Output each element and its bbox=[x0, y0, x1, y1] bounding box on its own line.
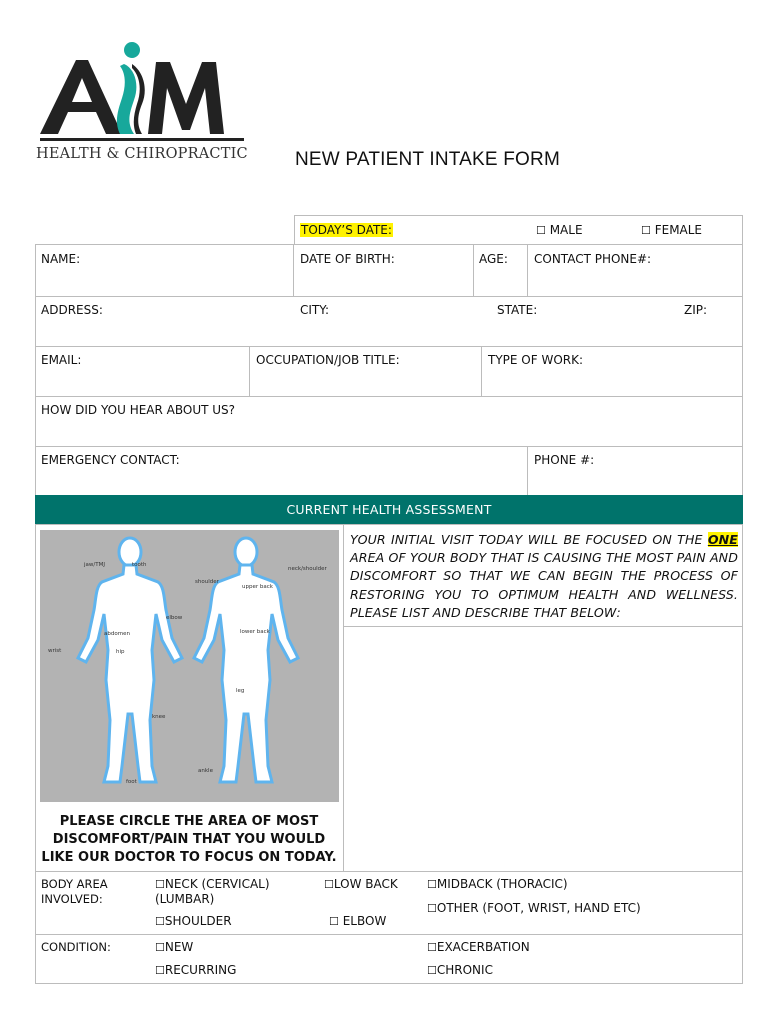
label-neck-shoulder: neck/shoulder bbox=[288, 566, 327, 572]
recurring-option[interactable]: ☐RECURRING bbox=[155, 963, 237, 977]
aim-logo-graphic bbox=[36, 38, 248, 148]
assessment-heading: CURRENT HEALTH ASSESSMENT bbox=[35, 495, 743, 524]
label-abdomen: abdomen bbox=[104, 631, 130, 637]
zip-label: ZIP: bbox=[684, 303, 708, 317]
condition-label: CONDITION: bbox=[41, 940, 111, 954]
body-diagram-graphic bbox=[40, 530, 339, 802]
address-label: ADDRESS: bbox=[41, 303, 103, 317]
elbow-option[interactable]: ☐ ELBOW bbox=[329, 914, 387, 928]
contact-phone-label: CONTACT PHONE#: bbox=[534, 252, 652, 266]
age-label: AGE: bbox=[479, 252, 508, 266]
address-field[interactable] bbox=[35, 296, 743, 347]
condition-row bbox=[35, 934, 743, 984]
neck-checkbox-icon: ☐ bbox=[155, 878, 165, 891]
label-jaw: jaw/TMJ bbox=[84, 562, 105, 568]
date-field[interactable] bbox=[294, 215, 295, 245]
label-ankle: ankle bbox=[198, 768, 213, 774]
label-elbow: elbow bbox=[166, 615, 183, 621]
form-title: NEW PATIENT INTAKE FORM bbox=[295, 149, 560, 170]
label-foot: foot bbox=[126, 779, 137, 785]
label-wrist: wrist bbox=[48, 648, 62, 654]
lumbar-text: (LUMBAR) bbox=[155, 892, 215, 906]
shoulder-checkbox-icon: ☐ bbox=[155, 915, 165, 928]
female-option[interactable] bbox=[641, 223, 702, 237]
male-option[interactable] bbox=[536, 223, 583, 237]
low-back-option[interactable]: ☐LOW BACK bbox=[324, 877, 398, 891]
label-lower-back: lower back bbox=[240, 629, 270, 635]
work-type-label: TYPE OF WORK: bbox=[488, 353, 584, 367]
body-chart-image[interactable] bbox=[40, 530, 339, 802]
pain-description-field[interactable] bbox=[343, 626, 743, 872]
emergency-phone-label: PHONE #: bbox=[534, 453, 595, 467]
logo-subtitle: HEALTH & CHIROPRACTIC bbox=[36, 146, 248, 162]
circle-instruction: PLEASE CIRCLE THE AREA OF MOST DISCOMFORT/PAIN THAT YOU WOULD LIKE OUR DOCTOR TO FOCUS ON TODAY. bbox=[41, 814, 337, 865]
male-label: MALE bbox=[549, 223, 583, 237]
email-label: EMAIL: bbox=[41, 353, 82, 367]
shoulder-option[interactable]: ☐SHOULDER bbox=[155, 914, 232, 928]
chronic-option[interactable]: ☐CHRONIC bbox=[427, 963, 493, 977]
label-shoulder: shoulder bbox=[195, 579, 219, 585]
male-checkbox-icon[interactable]: ☐ bbox=[536, 224, 546, 237]
neck-option[interactable]: ☐NECK (CERVICAL) bbox=[155, 877, 270, 891]
new-option[interactable]: ☐NEW bbox=[155, 940, 194, 954]
clinic-logo bbox=[36, 38, 248, 168]
emergency-contact-label: EMERGENCY CONTACT: bbox=[41, 453, 180, 467]
exacerbation-option[interactable]: ☐EXACERBATION bbox=[427, 940, 530, 954]
state-label: STATE: bbox=[497, 303, 538, 317]
new-checkbox-icon: ☐ bbox=[155, 941, 165, 954]
recurring-checkbox-icon: ☐ bbox=[155, 964, 165, 977]
low-back-checkbox-icon: ☐ bbox=[324, 878, 334, 891]
label-leg: leg bbox=[236, 688, 245, 694]
dob-label: DATE OF BIRTH: bbox=[300, 252, 395, 266]
label-tooth: tooth bbox=[132, 562, 147, 568]
name-label: NAME: bbox=[41, 252, 81, 266]
elbow-checkbox-icon: ☐ bbox=[329, 915, 339, 928]
other-checkbox-icon: ☐ bbox=[427, 902, 437, 915]
city-label: CITY: bbox=[300, 303, 330, 317]
todays-date-label: TODAY’S DATE: bbox=[301, 223, 392, 237]
referral-label: HOW DID YOU HEAR ABOUT US? bbox=[41, 403, 236, 417]
other-option[interactable]: ☐OTHER (FOOT, WRIST, HAND ETC) bbox=[427, 901, 641, 915]
exacerbation-checkbox-icon: ☐ bbox=[427, 941, 437, 954]
occupation-label: OCCUPATION/JOB TITLE: bbox=[256, 353, 400, 367]
chronic-checkbox-icon: ☐ bbox=[427, 964, 437, 977]
midback-option[interactable]: ☐MIDBACK (THORACIC) bbox=[427, 877, 568, 891]
female-checkbox-icon[interactable]: ☐ bbox=[641, 224, 651, 237]
body-area-label: BODY AREA INVOLVED: bbox=[41, 877, 108, 906]
assessment-intro: YOUR INITIAL VISIT TODAY WILL BE FOCUSED ON THE ONE AREA OF YOUR BODY THAT IS CAUSING THE MOST PAIN AND DISCOMFORT SO THAT WE CAN BEGIN THE PROCESS OF RESTORING YOU TO OPTIMUM HEALTH AND WELLNESS. PLEASE LIST AND DESCRIBE THAT BELOW: bbox=[350, 532, 738, 620]
midback-checkbox-icon: ☐ bbox=[427, 878, 437, 891]
label-hip: hip bbox=[116, 649, 125, 655]
female-label: FEMALE bbox=[654, 223, 703, 237]
label-upper-back: upper back bbox=[242, 584, 273, 590]
label-knee: knee bbox=[152, 714, 166, 720]
